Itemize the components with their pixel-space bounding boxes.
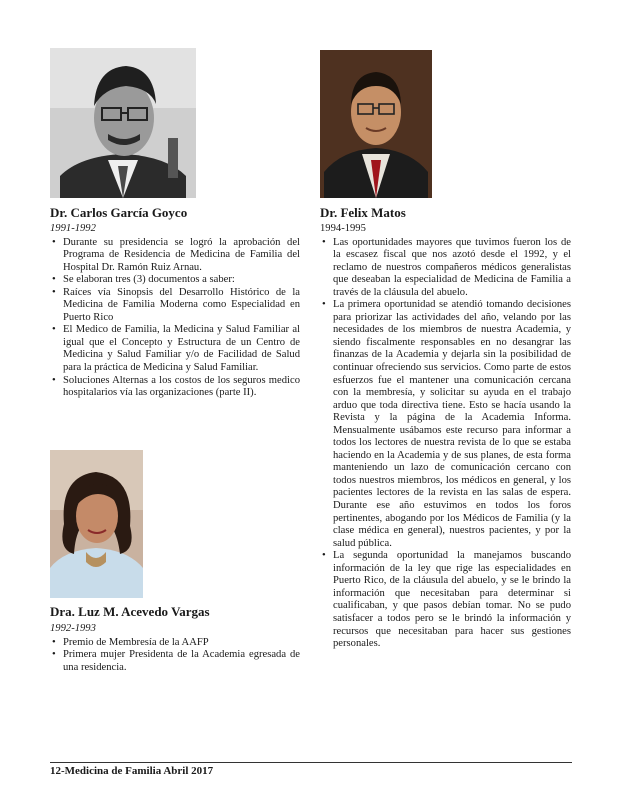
list-item: • Durante su presidencia se logró la aprobación del Programa de Residencia de Medicina de Familia del Hospital Dr. Ramón Ruiz Arnau. [50,237,300,275]
page-footer: 12-Medicina de Familia Abril 2017 [50,765,214,777]
person2-section [50,623,300,674]
person3-achievements-list [320,237,571,651]
person-name-luz-acevedo-vargas: Dra. Luz M. Acevedo Vargas [50,604,210,619]
photo-carlos-garcia-goyco [50,48,196,198]
list-item: • La primera oportunidad se atendió tomando decisiones para priorizar las actividades del año, velando por las necesidades de los miembros de nuestra Academia, y siendo fiscalmente responsables en no desangrar las finanzas de la Academia y dejarla sin la posibilidad de continuar ofreciendo sus servicios. Como parte de estos esfuerzos fue el mantener una comunicación cercana con la membresía, y solicitar su ayuda en el trabajo arduo que toda directiva tiene. Esto se hacía usando la Revista y la página de la Academia Informa. Mensualmente usábamos este recurso para informar a todos los lectores de nuestra revista de lo que se estaba haciendo en la Academia y de sus planes, de esta forma manteniendo un lazo de comunicación cercano con todos nuestros miembros, los médicos en general, y los pacientes lectores de la revista en las salas de espera. Durante ese año estuvimos en todos los foros pertinentes, abogando por los Médicos de Familia (y la clase médica en general), nuestros pacientes, y por la salud pública. [320,299,571,550]
person3-section [320,223,571,651]
person3-years: 1994-1995 [320,223,366,234]
list-item: • Se elaboran tres (3) documentos a saber: [50,274,300,287]
list-item: • Soluciones Alternas a los costos de los seguros medico hospitalarios vía las organizaciones (parte II). [50,375,300,400]
person-name-carlos-garcia-goyco: Dr. Carlos García Goyco [50,205,188,220]
list-item: • El Medico de Familia, la Medicina y Salud Familiar al igual que el Concepto y Estructura de un Centro de Medicina y Salud Familiar y/o de Facilidad de Salud para la práctica de Medicina y Salud Familiar. [50,324,300,374]
footer-divider [50,762,572,763]
person1-achievements-list [50,237,300,400]
list-item: • Primera mujer Presidenta de la Academia egresada de una residencia. [50,649,300,674]
list-item: • Raíces vía Sinopsis del Desarrollo Histórico de la Medicina de Familia Moderna como Especialidad en Puerto Rico [50,287,300,325]
person2-achievements-list [50,637,300,675]
list-item: • La segunda oportunidad la manejamos buscando información de la ley que rige las especialidades en Puerto Rico, de la cláusula del abuelo, y se le brindo la información que necesitaban para determinar si cualificaban, y que pasos debían tomar. No se pudo satisfacer a todos pero se le brindó la información y recursos que necesitaban para hacer sus gestiones personales. [320,550,571,650]
person2-years: 1992-1993 [50,623,96,634]
photo-luz-acevedo-vargas [50,450,143,598]
person1-section [50,223,300,400]
list-item: • Las oportunidades mayores que tuvimos fueron los de la escasez fiscal que nos azotó desde el 1992, y el reclamo de nuestros compañeros médicos generalistas que deseaban la especialidad de Medicina de Familia a través de la cláusula del abuelo. [320,237,571,300]
person-name-felix-matos: Dr. Felix Matos [320,205,406,220]
list-item: • Premio de Membresía de la AAFP [50,637,300,650]
photo-felix-matos [320,50,432,198]
person1-years: 1991-1992 [50,223,96,234]
